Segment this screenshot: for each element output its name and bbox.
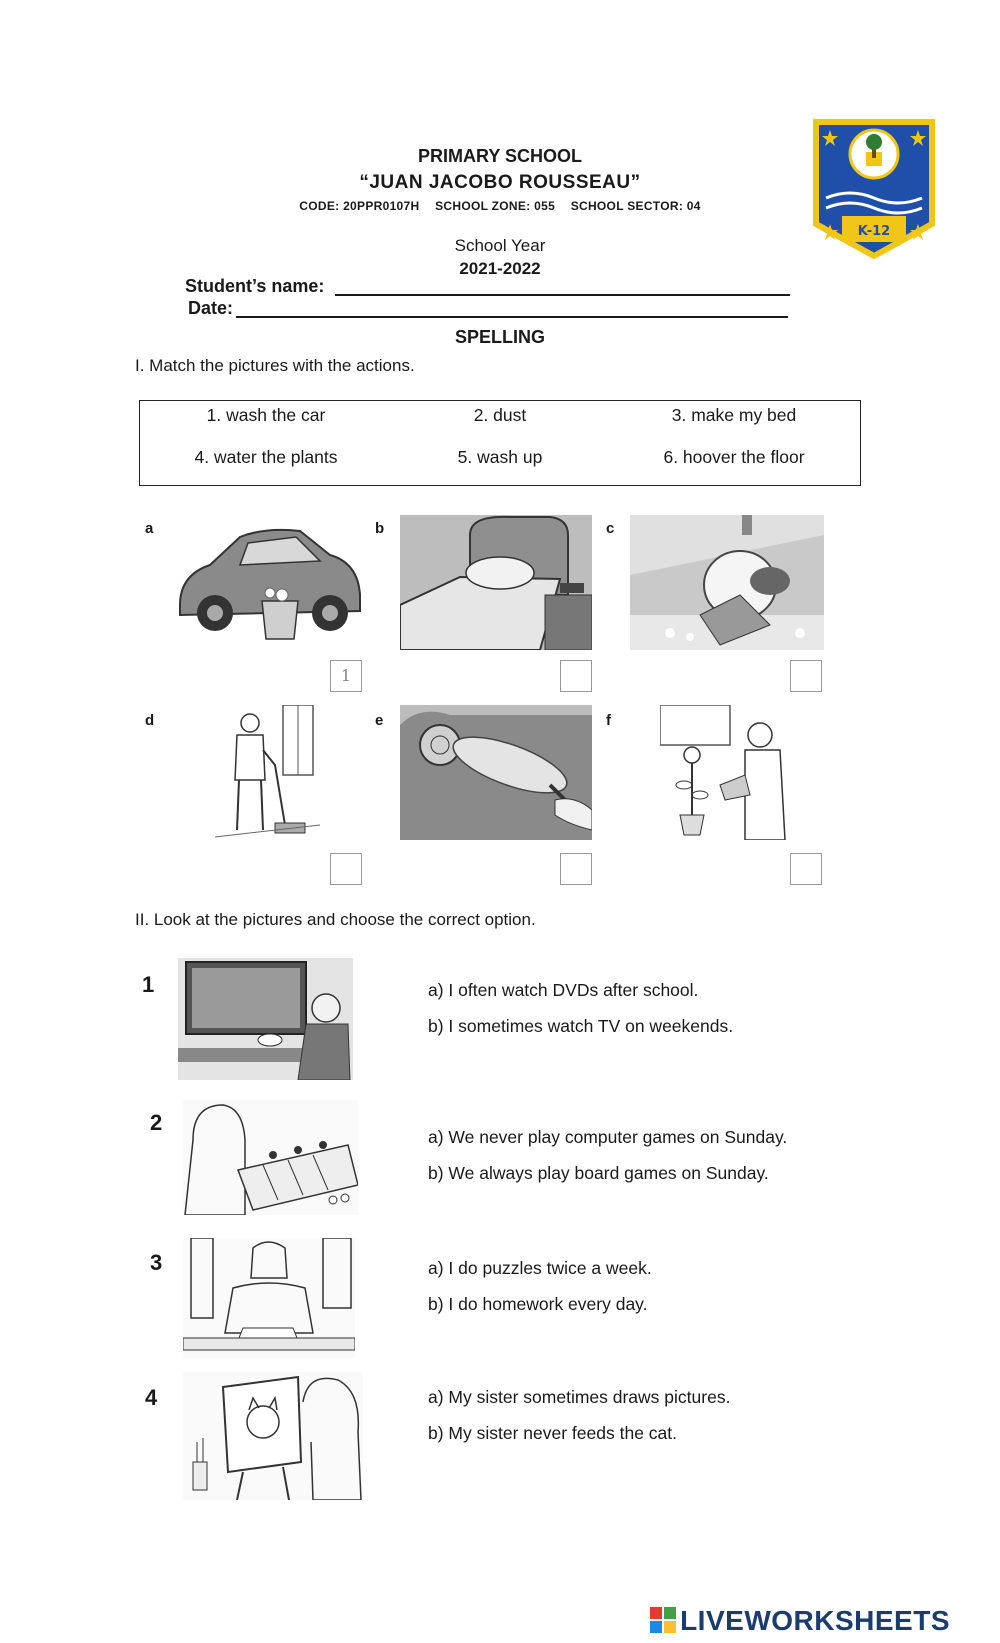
- answer-box-e[interactable]: [560, 853, 592, 885]
- crest-label: K-12: [857, 224, 891, 239]
- option-item: 5. wash up: [457, 447, 543, 467]
- answer-box-d[interactable]: [330, 853, 362, 885]
- choice-b[interactable]: b) I sometimes watch TV on weekends.: [428, 1016, 734, 1036]
- answer-box-c[interactable]: [790, 660, 822, 692]
- question-number: 2: [150, 1110, 163, 1135]
- dust-picture: [400, 705, 592, 840]
- picture-letter: c: [606, 520, 615, 537]
- easel-icon: [183, 1372, 363, 1500]
- car-icon: [170, 515, 365, 650]
- student-name-input[interactable]: [335, 294, 790, 296]
- vacuum-icon: [215, 705, 320, 840]
- question-number: 4: [145, 1385, 158, 1410]
- option-item: 1. wash the car: [206, 405, 326, 425]
- water-plants-picture: [660, 705, 795, 840]
- picture-letter: d: [145, 712, 155, 729]
- option-item: 3. make my bed: [671, 405, 797, 425]
- wash-up-picture: [630, 515, 824, 650]
- date-label: Date:: [188, 298, 234, 318]
- date-input[interactable]: [236, 316, 788, 318]
- picture-letter: e: [375, 712, 384, 729]
- choice-b[interactable]: b) My sister never feeds the cat.: [428, 1423, 677, 1443]
- options-box: [139, 400, 861, 486]
- dishes-icon: [630, 515, 824, 650]
- answer-box-a[interactable]: 1: [330, 660, 362, 692]
- brand-text: LIVEWORKSHEETS: [680, 1605, 950, 1636]
- choice-a[interactable]: a) My sister sometimes draws pictures.: [428, 1387, 731, 1407]
- question-number: 3: [150, 1250, 163, 1275]
- chess-icon: [183, 1100, 358, 1215]
- homework-picture: [183, 1238, 355, 1358]
- liveworksheets-logo: [650, 1605, 950, 1637]
- school-code: CODE: 20PPR0107H: [299, 199, 420, 213]
- section1-instruction: I. Match the pictures with the actions.: [135, 356, 415, 375]
- choice-a[interactable]: a) I do puzzles twice a week.: [428, 1258, 652, 1278]
- page-title: SPELLING: [454, 327, 545, 347]
- watering-can-icon: [660, 705, 795, 840]
- school-type: PRIMARY SCHOOL: [417, 146, 582, 166]
- bed-picture: [400, 515, 592, 650]
- school-year: 2021-2022: [459, 259, 541, 278]
- school-zone: SCHOOL ZONE: 055: [435, 199, 556, 213]
- option-item: 2. dust: [473, 405, 527, 425]
- liveworksheets-icon: [650, 1607, 676, 1633]
- option-item: 6. hoover the floor: [663, 447, 805, 467]
- board-game-picture: [183, 1100, 358, 1215]
- student-name-label: Student’s name:: [185, 276, 325, 296]
- picture-letter: f: [606, 712, 611, 729]
- answer-box-f[interactable]: [790, 853, 822, 885]
- desk-icon: [183, 1238, 355, 1358]
- school-year-label: School Year: [454, 236, 546, 255]
- school-name: “JUAN JACOBO ROUSSEAU”: [359, 172, 641, 193]
- bed-icon: [400, 515, 592, 650]
- picture-letter: a: [145, 520, 154, 537]
- duster-icon: [400, 705, 592, 840]
- hoover-picture: [215, 705, 320, 840]
- tv-icon: [178, 958, 353, 1080]
- section2-instruction: II. Look at the pictures and choose the correct option.: [135, 910, 536, 929]
- choice-b[interactable]: b) I do homework every day.: [428, 1294, 648, 1314]
- answer-box-b[interactable]: [560, 660, 592, 692]
- choice-b[interactable]: b) We always play board games on Sunday.: [428, 1163, 769, 1183]
- car-wash-picture: [170, 515, 365, 650]
- school-sector: SCHOOL SECTOR: 04: [570, 199, 701, 213]
- picture-letter: b: [375, 520, 385, 537]
- tv-picture: [178, 958, 353, 1080]
- drawing-picture: [183, 1372, 363, 1500]
- choice-a[interactable]: a) I often watch DVDs after school.: [428, 980, 699, 1000]
- question-number: 1: [142, 972, 155, 997]
- option-item: 4. water the plants: [194, 447, 338, 467]
- choice-a[interactable]: a) We never play computer games on Sunday.: [428, 1127, 788, 1147]
